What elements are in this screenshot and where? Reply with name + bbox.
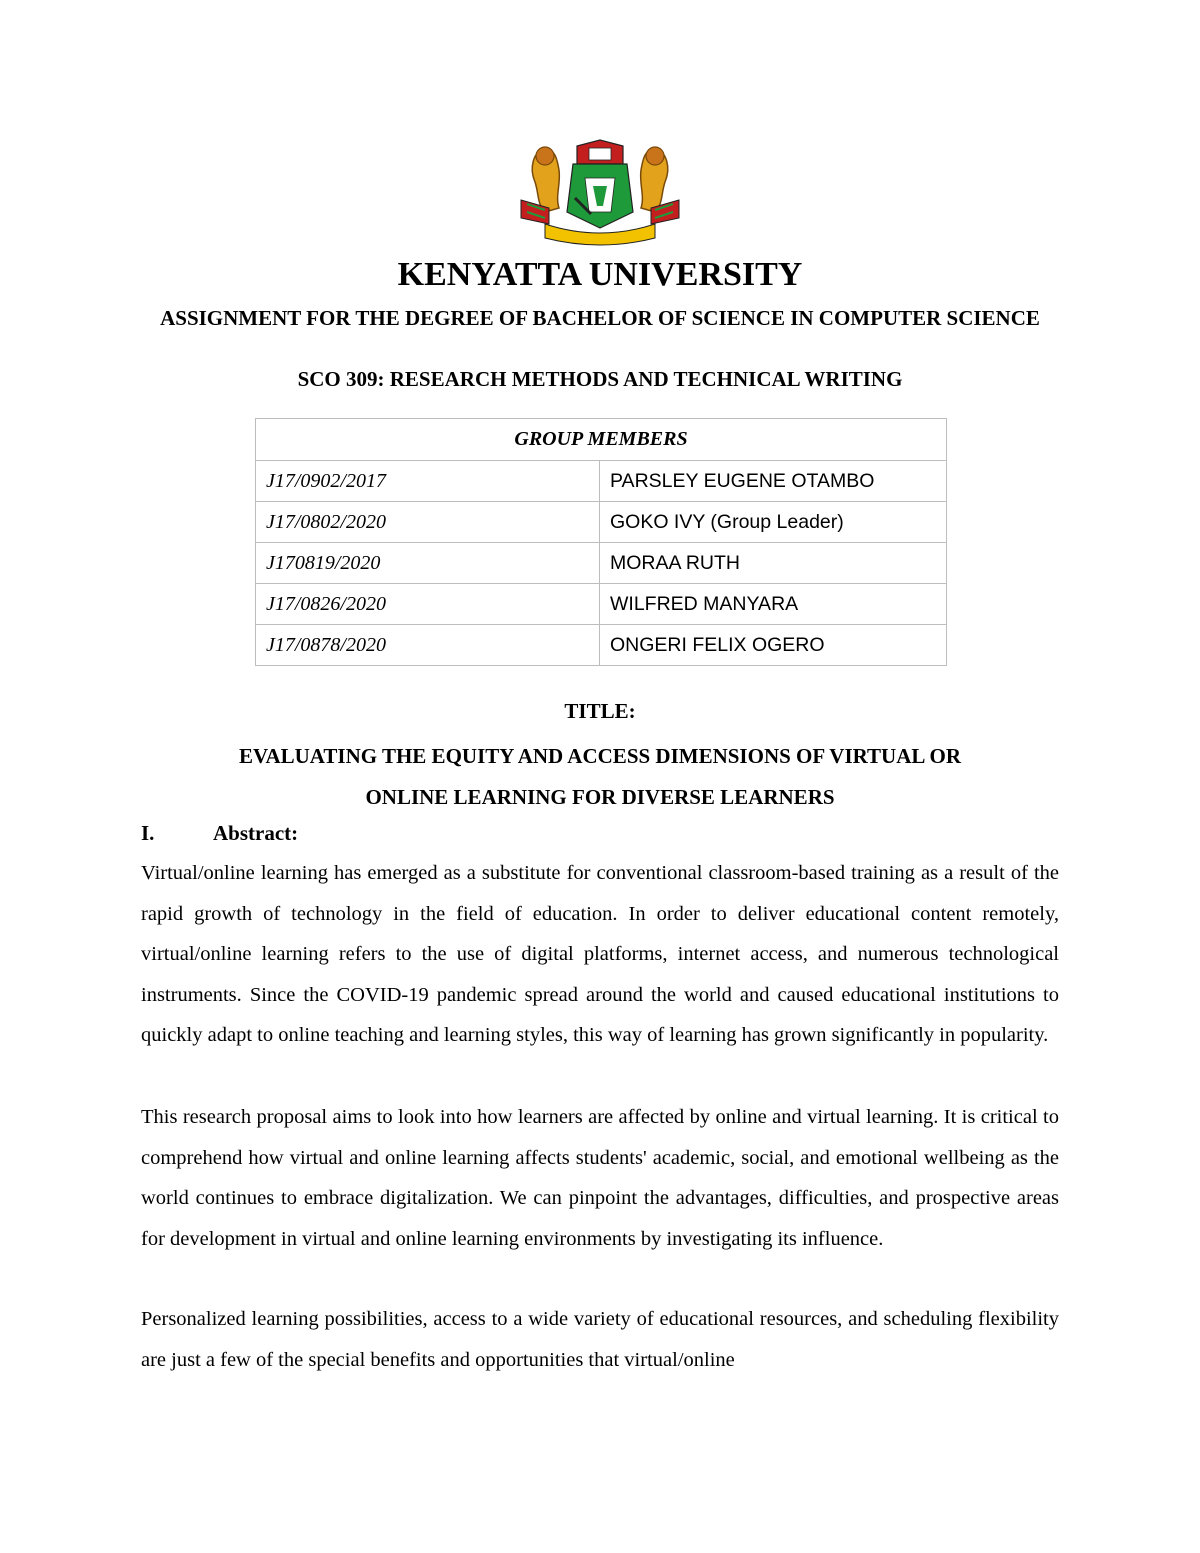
table-row: [256, 543, 947, 584]
table-row: [256, 625, 947, 666]
course-line: SCO 309: RESEARCH METHODS AND TECHNICAL WRITING: [297, 367, 903, 391]
university-crest-logo: [515, 138, 685, 250]
member-name: PARSLEY EUGENE OTAMBO: [600, 461, 947, 502]
abstract-paragraph-1: [141, 853, 1059, 1056]
member-id: J17/0902/2017: [256, 461, 600, 502]
member-id: J17/0878/2020: [256, 625, 600, 666]
group-members-table: [255, 418, 947, 666]
member-id: J17/0826/2020: [256, 584, 600, 625]
degree-line: ASSIGNMENT FOR THE DEGREE OF BACHELOR OF SCIENCE IN COMPUTER SCIENCE: [160, 306, 1040, 330]
section-title: Abstract:: [213, 821, 299, 845]
member-id: J17/0802/2020: [256, 502, 600, 543]
title-line-2: ONLINE LEARNING FOR DIVERSE LEARNERS: [365, 785, 835, 809]
university-name: KENYATTA UNIVERSITY: [397, 256, 803, 293]
title-label: TITLE:: [564, 699, 636, 723]
member-name: ONGERI FELIX OGERO: [600, 625, 947, 666]
paragraph-text: Personalized learning possibilities, access to a wide variety of educational resources, and scheduling flexibility are just a few of the special benefits and opportunities that virtual/online: [141, 1308, 1059, 1371]
member-name: MORAA RUTH: [600, 543, 947, 584]
abstract-paragraph-3: [141, 1299, 1059, 1380]
document-title: [100, 736, 1100, 818]
member-name: WILFRED MANYARA: [600, 584, 947, 625]
paragraph-text: Virtual/online learning has emerged as a substitute for conventional classroom-based training as a result of the rapid growth of technology in the field of education. In order to deliver educational content remotely, virtual/online learning refers to the use of digital platforms, internet access, and numerous technological instruments. Since the COVID-19 pandemic spread around the world and caused educational institutions to quickly adapt to online teaching and learning styles, this way of learning has grown significantly in popularity.: [141, 862, 1059, 1047]
title-line-1: EVALUATING THE EQUITY AND ACCESS DIMENSIONS OF VIRTUAL OR: [239, 744, 961, 768]
group-members-heading: GROUP MEMBERS: [256, 419, 947, 461]
table-row: [256, 502, 947, 543]
member-name: GOKO IVY (Group Leader): [600, 502, 947, 543]
paragraph-text: This research proposal aims to look into how learners are affected by online and virtual learning. It is critical to comprehend how virtual and online learning affects students' academic, social, and emotional wellbeing as the world continues to embrace digitalization. We can pinpoint the advantages, difficulties, and prospective areas for development in virtual and online learning environments by investigating its influence.: [141, 1106, 1059, 1250]
table-row: [256, 584, 947, 625]
abstract-heading: [141, 818, 298, 848]
member-id: J170819/2020: [256, 543, 600, 584]
section-number: I.: [141, 821, 155, 845]
abstract-paragraph-2: [141, 1097, 1059, 1259]
table-row: [256, 461, 947, 502]
table-header-row: [256, 419, 947, 461]
